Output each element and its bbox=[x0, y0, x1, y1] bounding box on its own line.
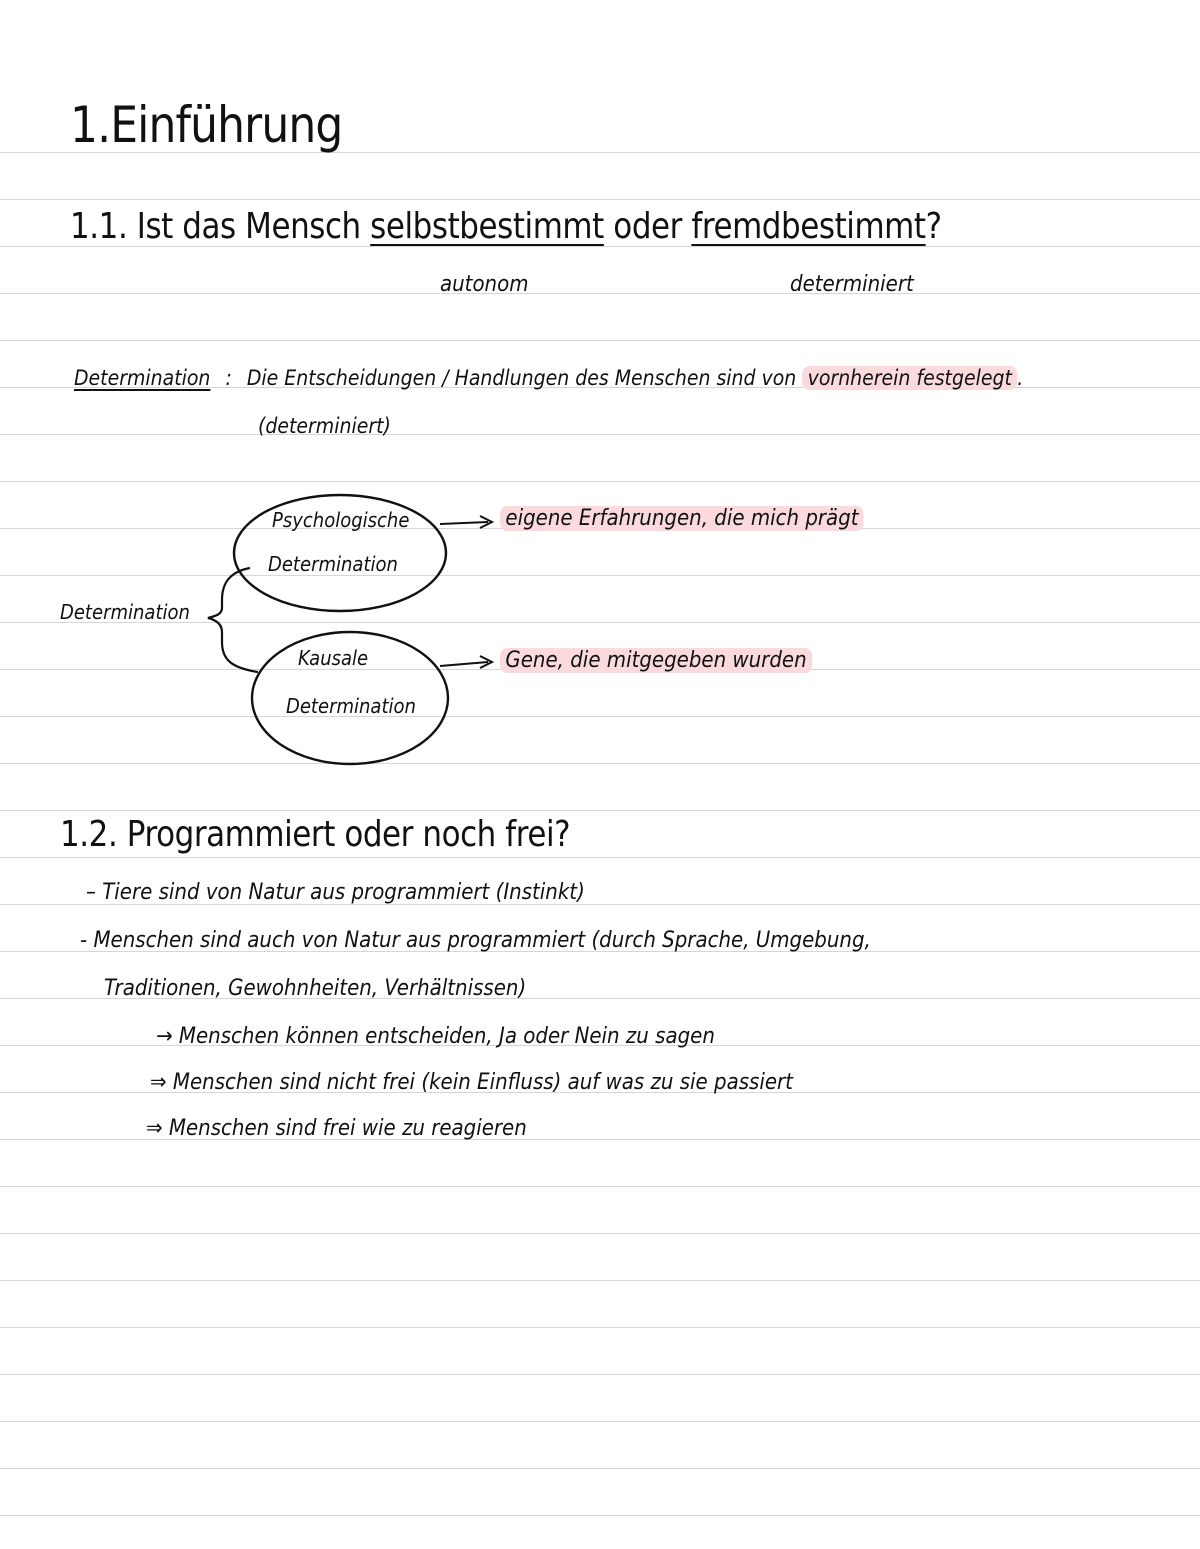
bullet-dash: - bbox=[80, 928, 94, 953]
note-determiniert: determiniert bbox=[790, 272, 914, 297]
conclusion-2 bbox=[150, 1070, 793, 1095]
section1-heading bbox=[70, 206, 942, 247]
branch1-result-text: eigene Erfahrungen, die mich prägt bbox=[500, 506, 864, 531]
definition-text: Die Entscheidungen / Handlungen des Menschen sind von bbox=[246, 366, 797, 390]
conclusion-2-text: Menschen sind nicht frei (kein Einfluss) auf was zu sie passiert bbox=[172, 1070, 793, 1095]
definition-line bbox=[74, 366, 1023, 390]
arrow-head-1 bbox=[480, 516, 492, 528]
term-fremdbestimmt: fremdbestimmt bbox=[691, 206, 926, 247]
branch2-result bbox=[500, 648, 812, 673]
branch2-line1: Kausale bbox=[298, 646, 369, 670]
diagram-root: Determination bbox=[60, 600, 190, 624]
definition-end: . bbox=[1017, 366, 1024, 390]
conclusion-3 bbox=[146, 1116, 527, 1141]
definition-highlight: vornherein festgelegt bbox=[802, 366, 1017, 390]
bullet-1-text: Tiere sind von Natur aus programmiert (Instinkt) bbox=[102, 880, 585, 905]
bullet-1 bbox=[86, 880, 585, 905]
double-arrow-icon: ⇒ bbox=[150, 1070, 167, 1095]
bullet-dash: – bbox=[86, 880, 103, 905]
arrow-head-2 bbox=[480, 656, 492, 668]
connector-oder: oder bbox=[613, 206, 682, 247]
conclusion-3-text: Menschen sind frei wie zu reagieren bbox=[168, 1116, 527, 1141]
question-mark: ? bbox=[925, 206, 942, 247]
branch2-line2: Determination bbox=[286, 694, 416, 718]
branch2-result-text: Gene, die mitgegeben wurden bbox=[500, 648, 812, 673]
term-selbstbestimmt: selbstbestimmt bbox=[370, 206, 604, 247]
note-autonom: autonom bbox=[440, 272, 529, 297]
conclusion-1 bbox=[156, 1024, 715, 1049]
section2-heading: 1.2. Programmiert oder noch frei? bbox=[60, 814, 571, 855]
branch1-line2: Determination bbox=[268, 552, 398, 576]
single-arrow-icon: → bbox=[156, 1024, 173, 1049]
definition-label: Determination bbox=[74, 366, 211, 390]
brace-shape bbox=[208, 568, 258, 672]
arrow-line-2 bbox=[440, 662, 488, 666]
bullet-2 bbox=[80, 928, 871, 953]
definition-paren: (determiniert) bbox=[258, 414, 391, 438]
conclusion-1-text: Menschen können entscheiden, Ja oder Nein zu sagen bbox=[178, 1024, 715, 1049]
double-arrow-icon: ⇒ bbox=[146, 1116, 163, 1141]
page-title: 1.Einführung bbox=[70, 96, 343, 154]
branch1-line1: Psychologische bbox=[272, 508, 410, 532]
definition-colon: : bbox=[225, 366, 232, 390]
section1-heading-prefix: 1.1. Ist das Mensch bbox=[70, 206, 361, 247]
arrow-line-1 bbox=[440, 522, 488, 524]
bullet-2-line2: Traditionen, Gewohnheiten, Verhältnissen) bbox=[104, 976, 527, 1001]
branch1-result bbox=[500, 506, 864, 531]
bullet-2-text-line1: Menschen sind auch von Natur aus programmiert (durch Sprache, Umgebung, bbox=[93, 928, 871, 953]
